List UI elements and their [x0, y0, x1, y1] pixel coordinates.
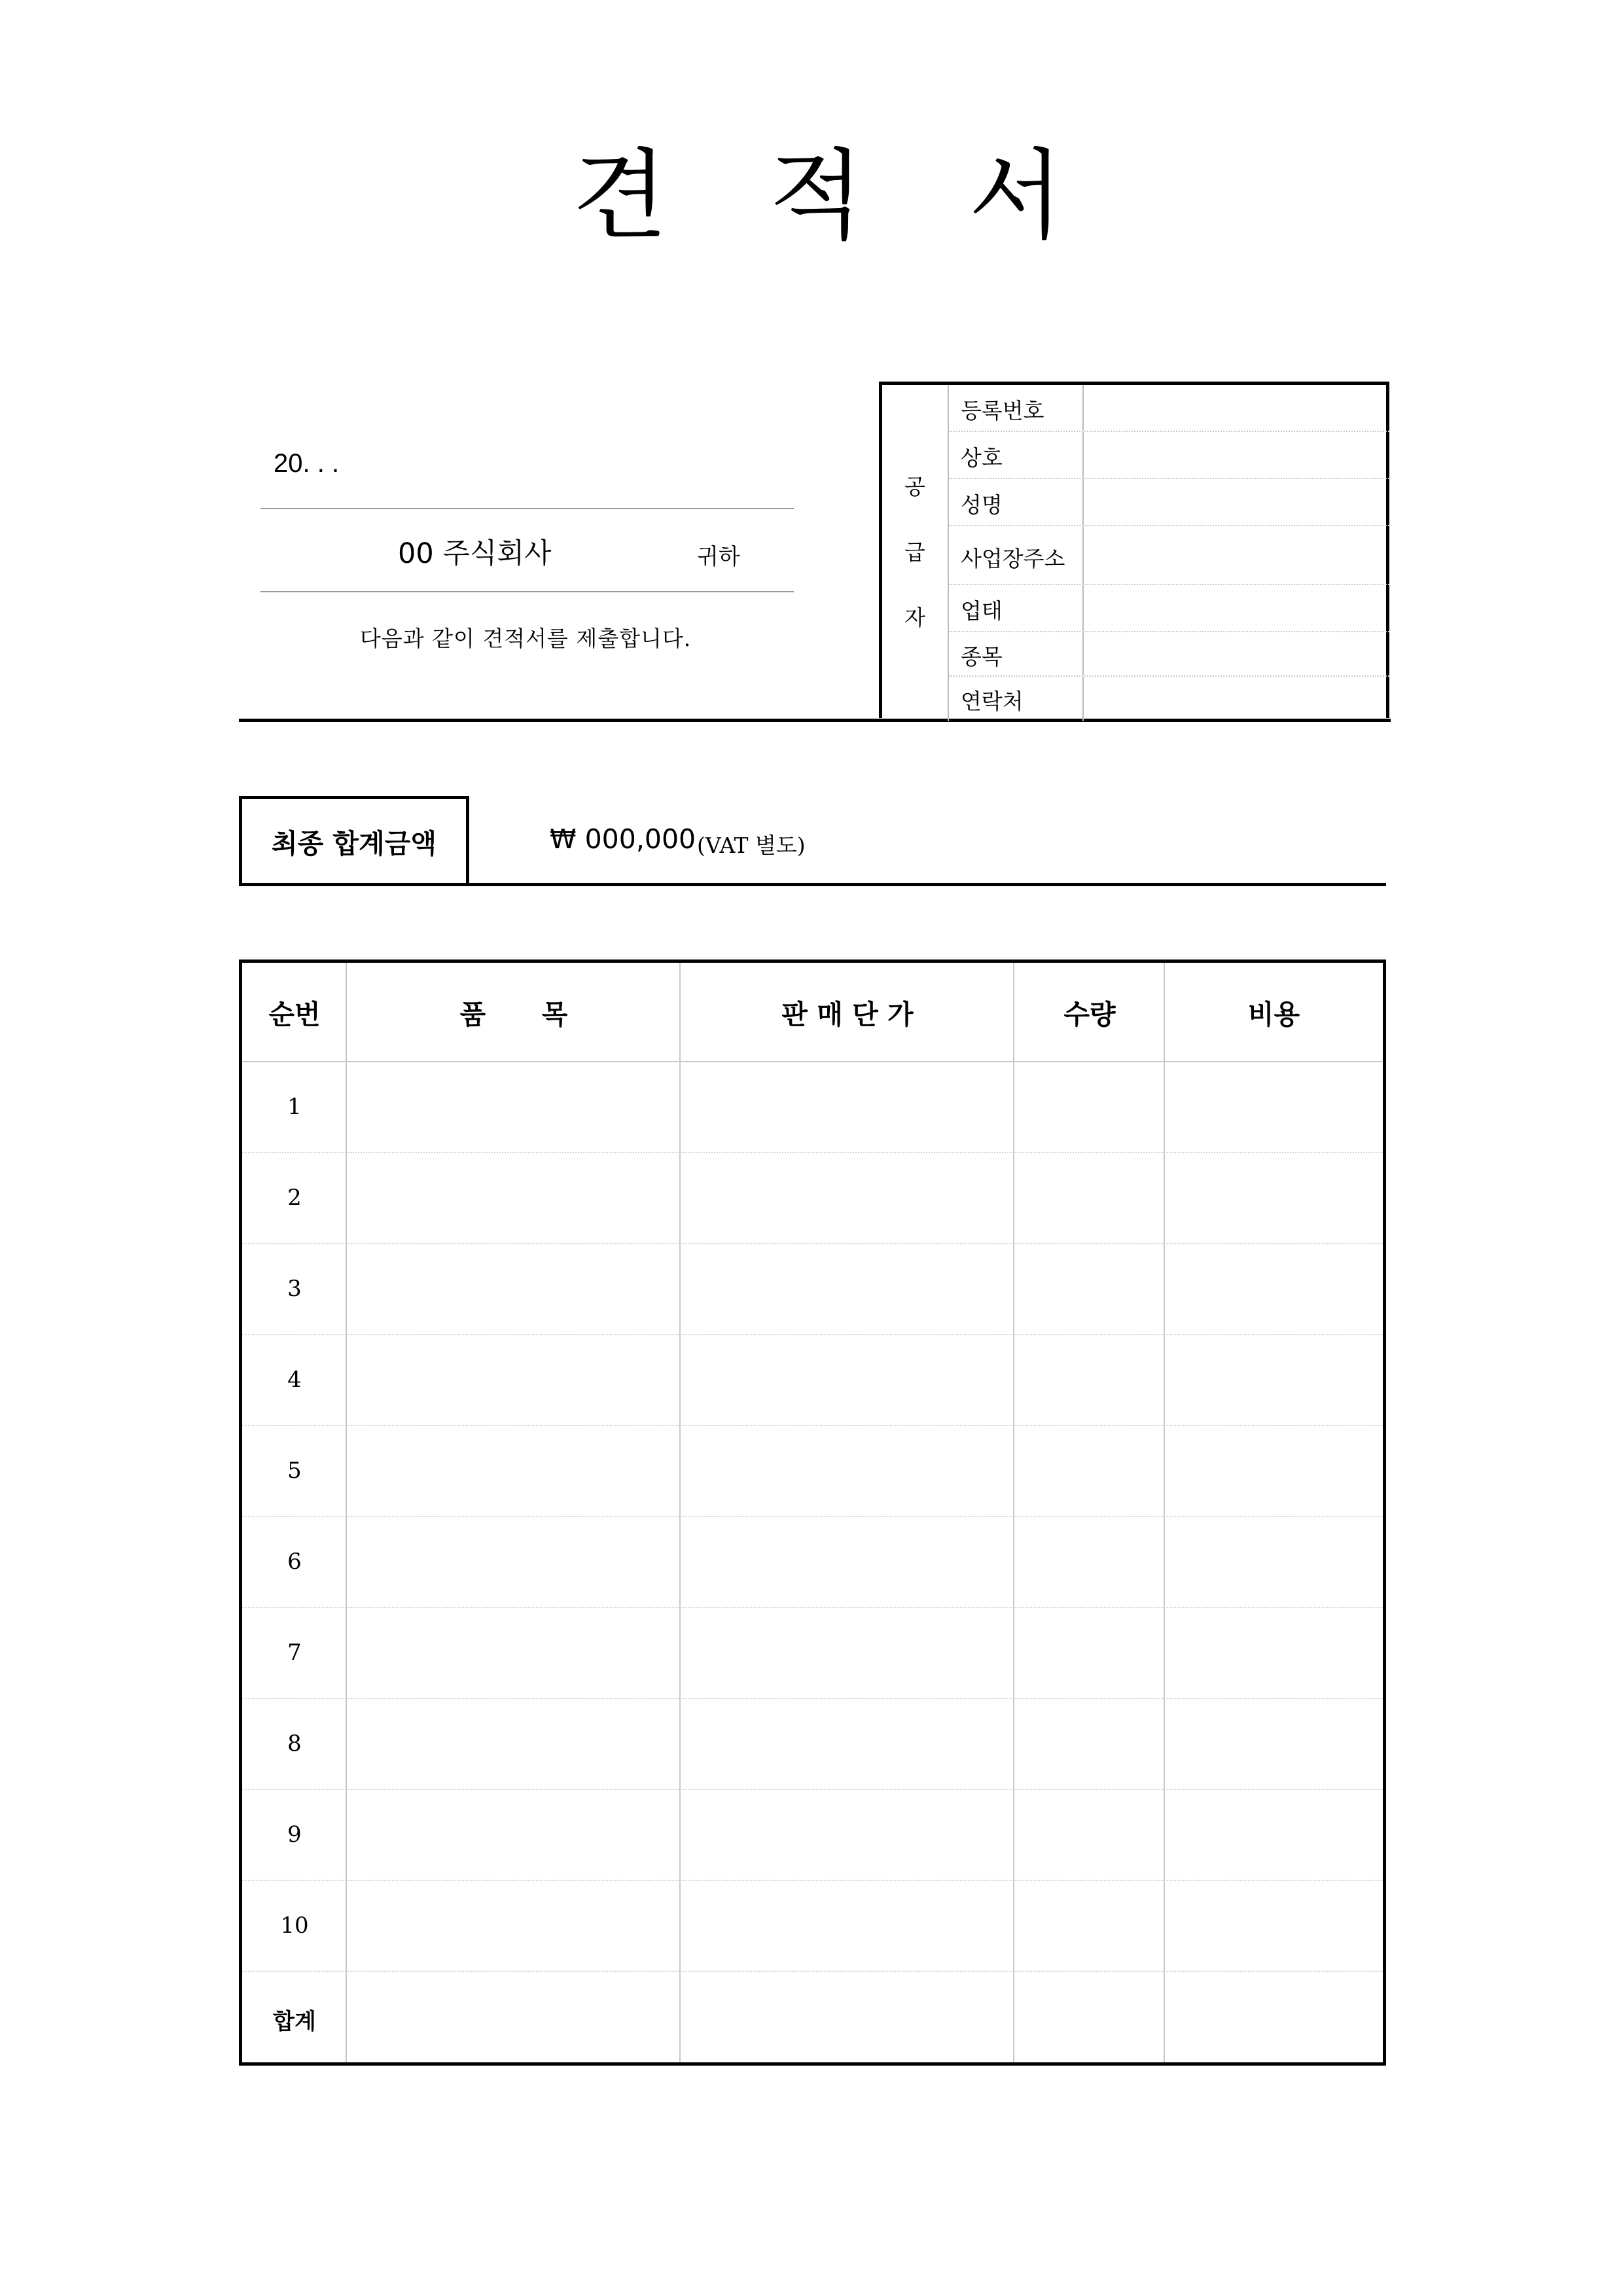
vat-note: (VAT 별도) — [697, 833, 806, 858]
title-char: 적 — [769, 139, 864, 253]
divider — [260, 591, 794, 592]
quote-date[interactable]: 20. . . — [274, 449, 340, 478]
title-char: 서 — [969, 139, 1063, 253]
supplier-row-name — [949, 479, 1389, 526]
column-divider — [1013, 963, 1014, 2062]
supplier-field-label: 등록번호 — [961, 398, 1044, 423]
row-divider — [242, 1243, 1383, 1244]
row-number: 4 — [287, 1367, 302, 1393]
row-number: 9 — [287, 1821, 302, 1848]
supplier-field-label: 연락처 — [961, 689, 1024, 714]
divider — [260, 508, 794, 509]
items-table — [239, 960, 1386, 2066]
row-divider — [242, 1698, 1383, 1699]
row-number: 5 — [287, 1458, 302, 1484]
row-divider — [242, 1607, 1383, 1608]
supplier-field-label: 업태 — [961, 598, 1003, 624]
supplier-field-value[interactable] — [1082, 432, 1389, 478]
recipient-company[interactable]: 00 주식회사 — [398, 537, 552, 570]
supplier-row-business-item — [949, 632, 1389, 677]
header-seq: 순번 — [268, 998, 321, 1030]
row-divider — [242, 1880, 1383, 1881]
supplier-field-label: 사업장주소 — [961, 546, 1065, 571]
total-label-box — [239, 796, 469, 886]
total-label: 최종 합계금액 — [272, 827, 437, 859]
document-title — [0, 141, 1623, 259]
title-char: 견 — [573, 139, 668, 253]
row-number: 6 — [287, 1549, 302, 1575]
header-item: 품 목 — [459, 998, 568, 1030]
supplier-row-company-name — [949, 432, 1389, 479]
supplier-field-value[interactable] — [1082, 677, 1389, 721]
supplier-field-label: 종목 — [961, 644, 1003, 670]
submission-statement: 다음과 같이 견적서를 제출합니다. — [360, 626, 692, 651]
supplier-info-box — [879, 382, 1389, 718]
supplier-row-address — [949, 526, 1389, 585]
side-char: 급 — [904, 539, 925, 565]
supplier-field-value[interactable] — [1082, 526, 1389, 584]
supplier-row-contact — [949, 677, 1389, 721]
total-row-label: 합계 — [273, 2009, 316, 2035]
side-char: 자 — [904, 605, 925, 630]
row-number: 10 — [280, 1912, 309, 1939]
row-divider — [242, 1516, 1383, 1517]
header-divider — [242, 1061, 1383, 1062]
supplier-field-value[interactable] — [1082, 479, 1389, 525]
supplier-field-label: 상호 — [961, 445, 1003, 471]
row-number: 1 — [287, 1094, 302, 1120]
total-amount[interactable]: ₩ 000,000 — [550, 823, 696, 855]
row-divider — [242, 1152, 1383, 1153]
supplier-side-label — [882, 385, 949, 721]
row-divider — [242, 1971, 1383, 1972]
supplier-row-reg-number — [949, 385, 1389, 432]
row-number: 8 — [287, 1731, 302, 1757]
side-char: 공 — [904, 474, 925, 499]
row-divider — [242, 1425, 1383, 1426]
column-divider — [1164, 963, 1165, 2062]
honorific: 귀하 — [697, 544, 740, 570]
total-rule — [239, 883, 1386, 886]
column-divider — [679, 963, 681, 2062]
row-number: 3 — [287, 1276, 302, 1302]
row-number: 7 — [287, 1640, 302, 1666]
header-cost: 비용 — [1247, 998, 1300, 1030]
column-divider — [346, 963, 347, 2062]
supplier-field-value[interactable] — [1082, 385, 1389, 431]
supplier-field-value[interactable] — [1082, 585, 1389, 631]
supplier-row-business-type — [949, 585, 1389, 632]
supplier-field-value[interactable] — [1082, 632, 1389, 675]
row-divider — [242, 1334, 1383, 1335]
header-unit-price: 판 매 단 가 — [781, 998, 914, 1030]
supplier-field-label: 성명 — [961, 492, 1003, 518]
row-number: 2 — [287, 1185, 302, 1211]
row-divider — [242, 1789, 1383, 1790]
header-quantity: 수량 — [1063, 998, 1116, 1030]
